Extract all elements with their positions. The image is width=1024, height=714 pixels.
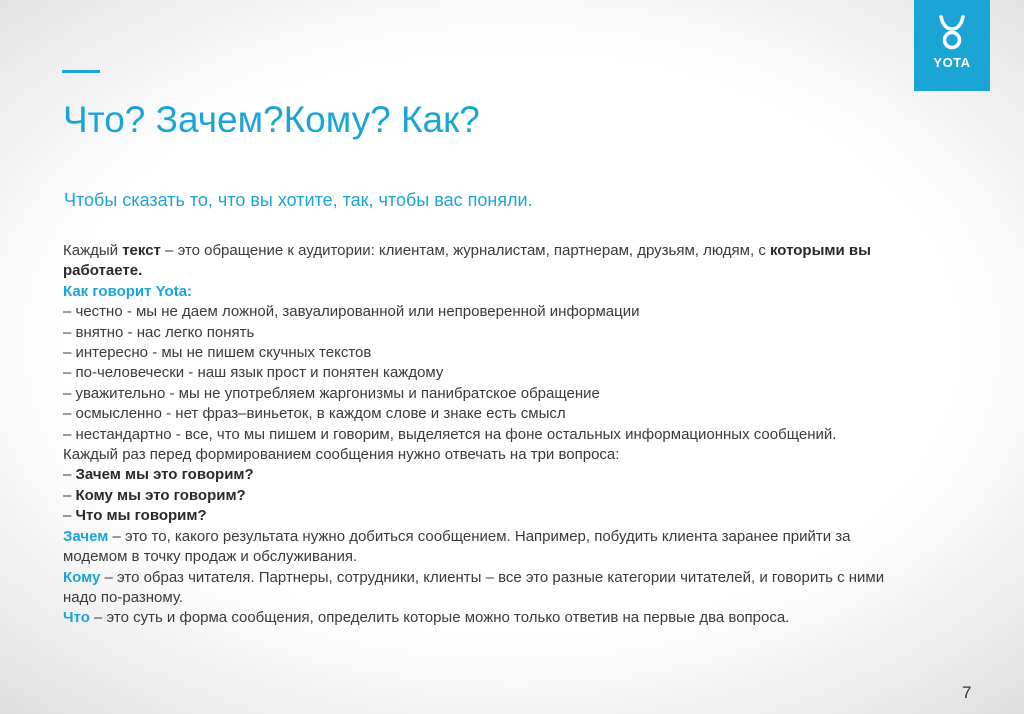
- list-item: – интересно - мы не пишем скучных текстов: [63, 344, 372, 362]
- intro-text-2: – это обращение к аудитории: клиентам, журналистам, партнерам, друзьям, людям, с: [160, 242, 770, 259]
- definition-text: – это суть и форма сообщения, определить которые можно только ответив на первые два вопроса.: [89, 609, 790, 627]
- accent-line: [62, 70, 100, 73]
- intro-bold-1: текст: [122, 242, 161, 259]
- definition-why: [63, 527, 893, 568]
- definition-what: [63, 608, 893, 628]
- slide-title: Что? Зачем?Кому? Как?: [63, 99, 480, 140]
- question-text: Что мы говорим?: [75, 507, 207, 525]
- intro-text-1: Каждый: [63, 242, 123, 259]
- how-heading: Как говорит Yota:: [63, 282, 193, 300]
- slide-body: [63, 241, 893, 629]
- definition-term: Кому: [63, 568, 101, 586]
- list-item: – уважительно - мы не употребляем жаргонизмы и панибратское обращение: [63, 384, 600, 402]
- dash: –: [63, 486, 76, 504]
- dash: –: [63, 466, 76, 484]
- list-item: – внятно - нас легко понять: [63, 323, 255, 341]
- yota-logo: [914, 0, 990, 91]
- question-item: [63, 486, 893, 506]
- definition-term: Зачем: [63, 527, 109, 545]
- definition-text: – это образ читателя. Партнеры, сотрудники, клиенты – все это разные категории читателей, и говорить с ними надо по-разному.: [63, 568, 885, 606]
- slide-subtitle: Чтобы сказать то, что вы хотите, так, чтобы вас поняли.: [64, 190, 533, 210]
- logo-text: YOTA: [933, 55, 971, 70]
- intro-paragraph: [63, 241, 893, 282]
- definition-whom: [63, 568, 893, 609]
- question-text: Зачем мы это говорим?: [75, 466, 254, 484]
- list-item: – по-человечески - наш язык прост и понятен каждому: [63, 364, 444, 382]
- question-item: [63, 465, 893, 485]
- questions-intro: Каждый раз перед формированием сообщения нужно отвечать на три вопроса:: [63, 446, 620, 464]
- intro-bold-2: которыми вы работаете.: [63, 242, 871, 280]
- page-number: 7: [962, 683, 972, 702]
- question-item: [63, 506, 893, 526]
- list-item: – осмысленно - нет фраз–виньеток, в каждом слове и знаке есть смысл: [63, 405, 566, 423]
- question-text: Кому мы это говорим?: [75, 486, 246, 504]
- dash: –: [63, 507, 76, 525]
- list-item: – нестандартно - все, что мы пишем и говорим, выделяется на фоне остальных информационных сообщений.: [63, 425, 837, 443]
- list-item: – честно - мы не даем ложной, завуалированной или непроверенной информации: [63, 303, 640, 321]
- definition-term: Что: [63, 609, 90, 627]
- yota-logo-icon: [937, 15, 967, 51]
- definition-text: – это то, какого результата нужно добиться сообщением. Например, побудить клиента заранее прийти за модемом в точку продаж и обслуживания.: [63, 527, 851, 566]
